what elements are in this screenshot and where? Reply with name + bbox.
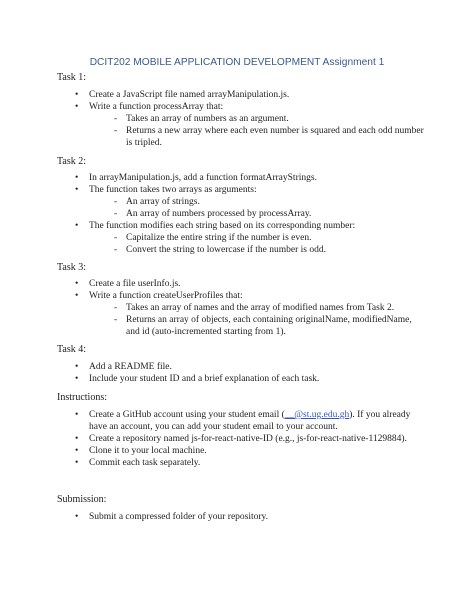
task3-dash-2: - Returns an array of objects, each containing originalName, modifiedName, and id (auto-incremented starting from 1). xyxy=(126,315,426,338)
document-title: DCIT202 MOBILE APPLICATION DEVELOPMENT Assignment 1 xyxy=(89,57,385,68)
instructions-bullet-2: • Create a repository named js-for-react-native-ID (e.g., js-for-react-native-1129884). xyxy=(89,434,424,446)
task2-bullet-2: • The function takes two arrays as arguments: xyxy=(89,185,257,197)
task3-dash-1: - Takes an array of names and the array of modified names from Task 2. xyxy=(126,303,426,315)
task2-dash-4: - Convert the string to lowercase if the number is odd. xyxy=(126,245,426,257)
submission-bullet-1: • Submit a compressed folder of your repository. xyxy=(89,512,268,524)
task3-heading: Task 3: xyxy=(57,262,87,273)
task1-bullet-2: • Write a function processArray that: xyxy=(89,102,223,114)
task1-bullet-1: • Create a JavaScript file named arrayManipulation.js. xyxy=(89,90,289,102)
task1-dash-2: - Returns a new array where each even number is squared and each odd number is tripled. xyxy=(126,126,426,149)
task4-heading: Task 4: xyxy=(57,344,87,355)
task2-dash-1: - An array of strings. xyxy=(126,197,426,209)
task2-dash-2: - An array of numbers processed by processArray. xyxy=(126,209,426,221)
task4-bullet-1: • Add a README file. xyxy=(89,362,172,374)
instructions-bullet-3: • Clone it to your local machine. xyxy=(89,446,207,458)
task2-dash-3: - Capitalize the entire string if the number is even. xyxy=(126,233,426,245)
task2-heading: Task 2: xyxy=(57,156,87,167)
instructions-bullet-1-post: ). If you already have an account, you can add your student email to your account. xyxy=(89,410,411,432)
task3-bullet-1: • Create a file userInfo.js. xyxy=(89,279,181,291)
task3-bullet-2: • Write a function createUserProfiles that: xyxy=(89,291,243,303)
instructions-bullet-1 xyxy=(89,410,424,433)
instructions-bullet-1-pre: Create a GitHub account using your student email ( xyxy=(89,410,285,420)
task2-bullet-3: • The function modifies each string based on its corresponding number: xyxy=(89,221,355,233)
task4-bullet-2: • Include your student ID and a brief explanation of each task. xyxy=(89,374,319,386)
instructions-heading: Instructions: xyxy=(57,392,107,403)
student-email-link[interactable]: __@st.ug.edu.gh xyxy=(284,410,350,420)
task1-dash-1: - Takes an array of numbers as an argument. xyxy=(126,114,426,126)
submission-heading: Submission: xyxy=(57,494,107,505)
instructions-bullet-4: • Commit each task separately. xyxy=(89,458,200,470)
task1-heading: Task 1: xyxy=(57,72,87,83)
task2-bullet-1: • In arrayManipulation.js, add a function formatArrayStrings. xyxy=(89,173,317,185)
